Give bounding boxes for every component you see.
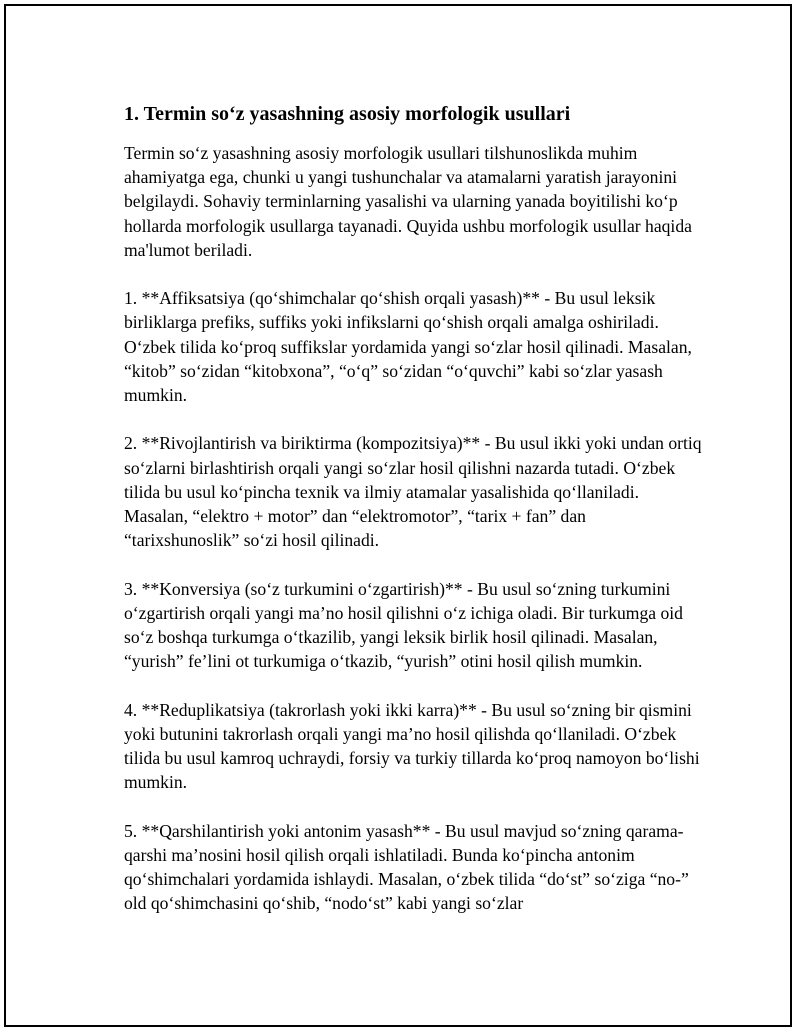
intro-paragraph: Termin so‘z yasashning asosiy morfologik usullari tilshunoslikda muhim ahamiyatga ega, chunki u yangi tushunchalar va atamalarni yaratish jarayonini belgilaydi. Sohaviy terminlarning yasalishi va ularning yanada boyitilishi ko‘p hollarda morfologik usullarga tayanadi. Quyida ushbu morfologik usullar haqida ma'lumot beriladi. — [124, 143, 692, 260]
paragraph-antonim-yasash: 5. **Qarshilantirish yoki antonim yasash** - Bu usul mavjud so‘zning qarama-qarshi ma’nosini hosil qilish orqali ishlatiladi. Bunda ko‘pincha antonim qo‘shimchalari yordamida ishlaydi. Masalan, o‘zbek tilida “do‘st” so‘ziga “no-” old qo‘shimchasini qo‘shib, “nodo‘st” kabi yangi so‘zlar — [124, 820, 689, 914]
paragraph-konversiya: 3. **Konversiya (so‘z turkumini o‘zgartirish)** - Bu usul so‘zning turkumini o‘zgartirish orqali yangi ma’no hosil qilishni o‘z ichiga oladi. Bir turkumga oid so‘z boshqa turkumga o‘tkazilib, yangi leksik birlik hosil qilinadi. Masalan, “yurish” fe’lini ot turkumiga o‘tkazib, “yurish” otini hosil qilish mumkin. — [124, 578, 683, 672]
paragraph-kompozitsiya: 2. **Rivojlantirish va biriktirma (kompozitsiya)** - Bu usul ikki yoki undan ortiq so‘zlarni birlashtirish orqali yangi so‘zlar hosil qilishni nazarda tutadi. O‘zbek tilida bu usul ko‘pincha texnik va ilmiy atamalar yasalishida qo‘llaniladi. Masalan, “elektro + motor” dan “elektromotor”, “tarix + fan” dan “tarixshunoslik” so‘zi hosil qilinadi. — [124, 433, 702, 551]
section-heading: 1. Termin so‘z yasashning asosiy morfologik usullari — [124, 103, 571, 125]
paragraph-reduplikatsiya: 4. **Reduplikatsiya (takrorlash yoki ikki karra)** - Bu usul so‘zning bir qismini yoki butunini takrorlash orqali yangi ma’no hosil qilishda qo‘llaniladi. O‘zbek tilida bu usul kamroq uchraydi, forsiy va turkiy tillarda ko‘proq namoyon bo‘lishi mumkin. — [124, 699, 700, 793]
paragraph-affiksatsiya: 1. **Affiksatsiya (qo‘shimchalar qo‘shish orqali yasash)** - Bu usul leksik birliklarga prefiks, suffiks yoki infikslarni qo‘shish orqali amalga oshiriladi. O‘zbek tilida ko‘proq suffikslar yordamida yangi so‘zlar hosil qilinadi. Masalan, “kitob” so‘zidan “kitobxona”, “o‘q” so‘zidan “o‘quvchi” kabi so‘zlar yasash mumkin. — [124, 288, 692, 406]
document-page — [4, 4, 792, 1027]
document-content — [124, 101, 704, 915]
